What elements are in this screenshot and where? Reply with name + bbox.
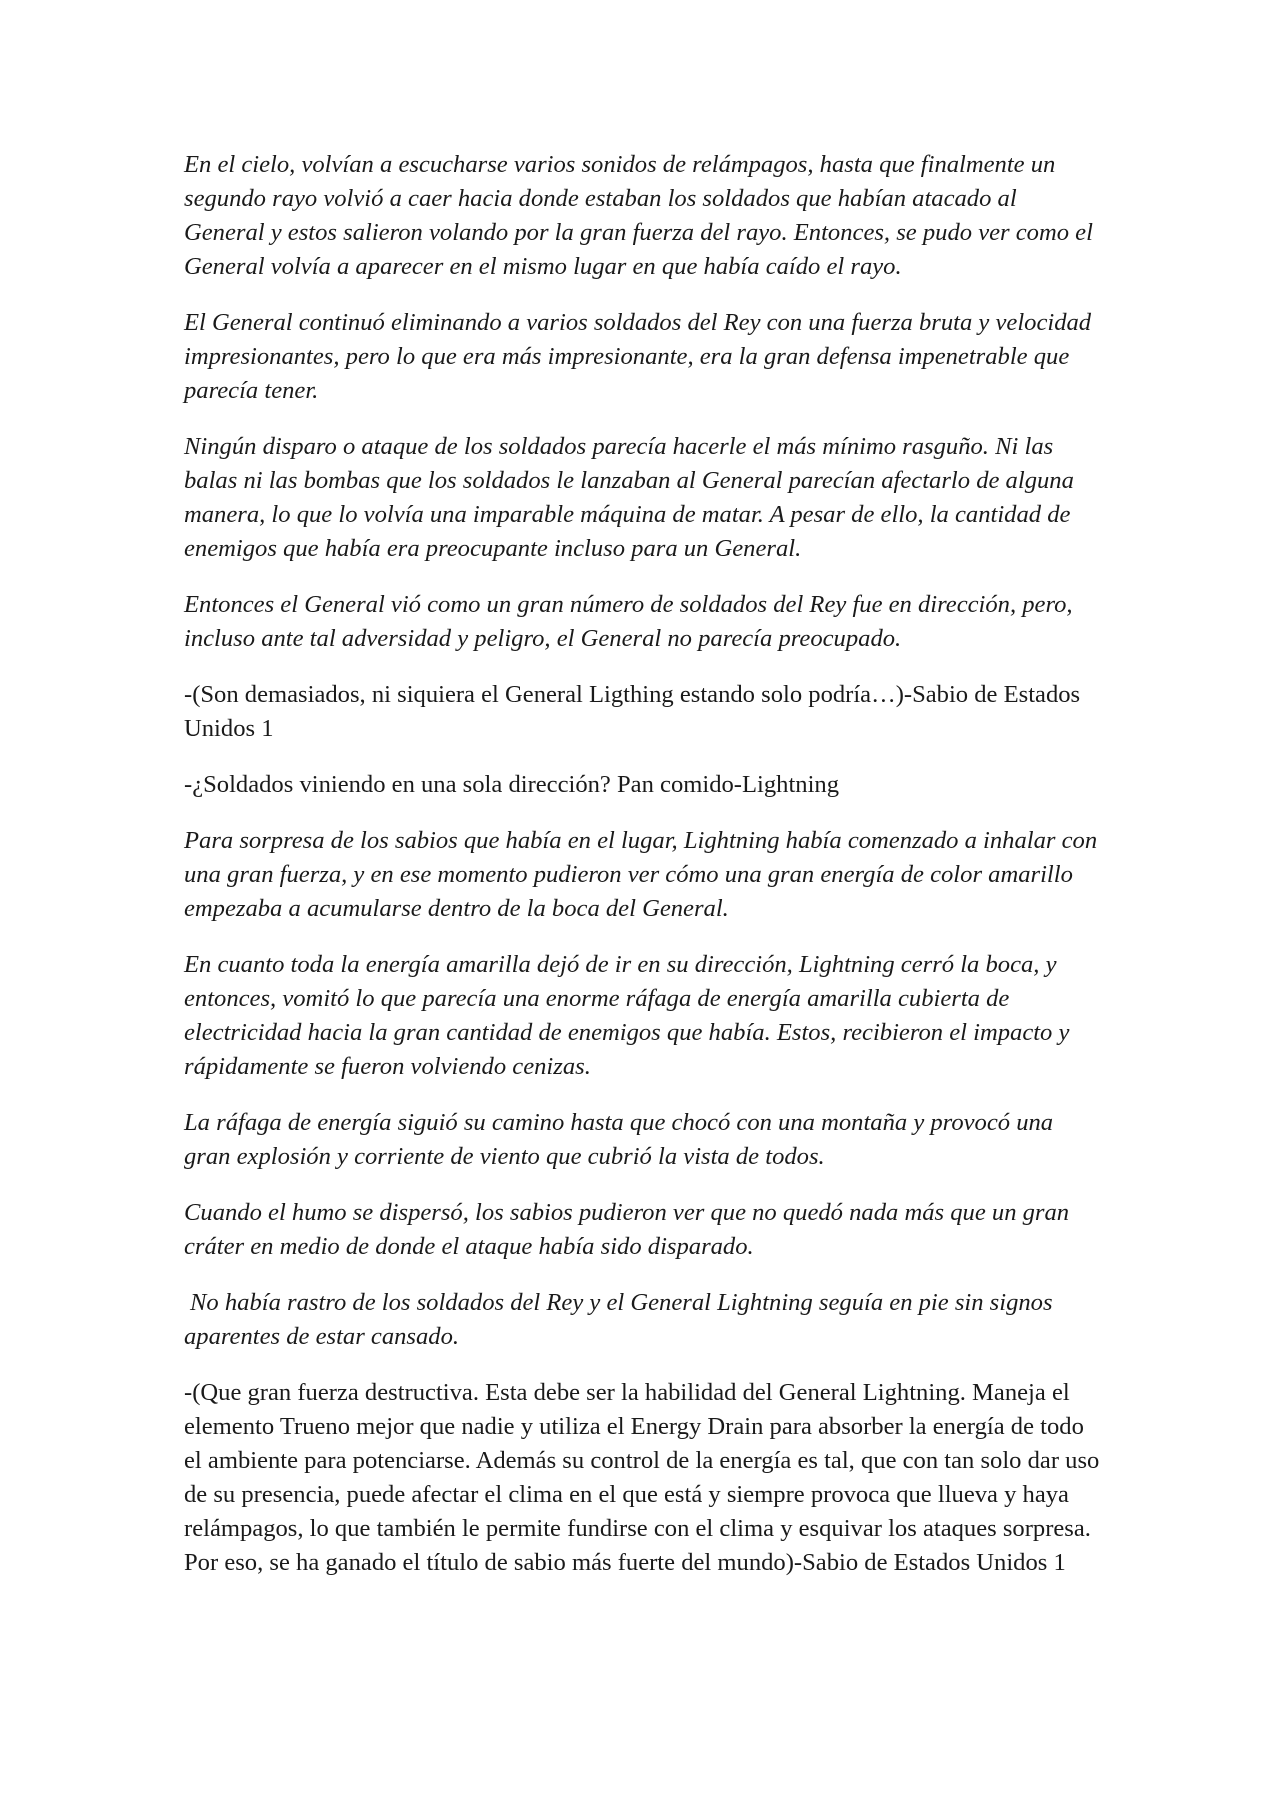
paragraph-7: Para sorpresa de los sabios que había en el lugar, Lightning había comenzado a inhalar con una gran fuerza, y en ese momento pudieron ver cómo una gran energía de color amarillo empezaba a acumularse dentro de la boca del General. <box>184 827 1098 922</box>
paragraph-4: Entonces el General vió como un gran número de soldados del Rey fue en dirección, pero, incluso ante tal adversidad y peligro, el General no parecía preocupado. <box>184 591 1073 652</box>
document-body <box>184 148 1102 1602</box>
paragraph-10: Cuando el humo se dispersó, los sabios pudieron ver que no quedó nada más que un gran cráter en medio de donde el ataque había sido disparado. <box>184 1199 1070 1260</box>
paragraph-2: El General continuó eliminando a varios soldados del Rey con una fuerza bruta y velocidad impresionantes, pero lo que era más impresionante, era la gran defensa impenetrable que parecía tener. <box>184 309 1092 404</box>
paragraph-3: Ningún disparo o ataque de los soldados parecía hacerle el más mínimo rasguño. Ni las balas ni las bombas que los soldados le lanzaban al General parecían afectarlo de alguna manera, lo que lo volvía una imparable máquina de matar. A pesar de ello, la cantidad de enemigos que había era preocupante incluso para un General. <box>184 433 1074 562</box>
paragraph-8: En cuanto toda la energía amarilla dejó de ir en su dirección, Lightning cerró la boca, y entonces, vomitó lo que parecía una enorme ráfaga de energía amarilla cubierta de electricidad hacia la gran cantidad de enemigos que había. Estos, recibieron el impacto y rápidamente se fueron volviendo cenizas. <box>184 951 1070 1080</box>
dialogue-lightning: -¿Soldados viniendo en una sola dirección? Pan comido-Lightning <box>184 771 840 798</box>
dialogue-sabio-1: -(Son demasiados, ni siquiera el General Ligthing estando solo podría…)-Sabio de Estados Unidos 1 <box>184 681 1081 742</box>
paragraph-11: No había rastro de los soldados del Rey y el General Lightning seguía en pie sin signos aparentes de estar cansado. <box>184 1289 1053 1350</box>
paragraph-9: La ráfaga de energía siguió su camino hasta que chocó con una montaña y provocó una gran explosión y corriente de viento que cubrió la vista de todos. <box>184 1109 1054 1170</box>
paragraph-1: En el cielo, volvían a escucharse varios sonidos de relámpagos, hasta que finalmente un segundo rayo volvió a caer hacia donde estaban los soldados que habían atacado al General y estos salieron volando por la gran fuerza del rayo. Entonces, se pudo ver como el General volvía a aparecer en el mismo lugar en que había caído el rayo. <box>184 151 1093 280</box>
dialogue-sabio-2: -(Que gran fuerza destructiva. Esta debe ser la habilidad del General Lightning. Maneja el elemento Trueno mejor que nadie y utiliza el Energy Drain para absorber la energía de todo el ambiente para potenciarse. Además su control de la energía es tal, que con tan solo dar uso de su presencia, puede afectar el clima en el que está y siempre provoca que llueva y haya relámpagos, lo que también le permite fundirse con el clima y esquivar los ataques sorpresa. Por eso, se ha ganado el título de sabio más fuerte del mundo)-Sabio de Estados Unidos 1 <box>184 1379 1100 1576</box>
